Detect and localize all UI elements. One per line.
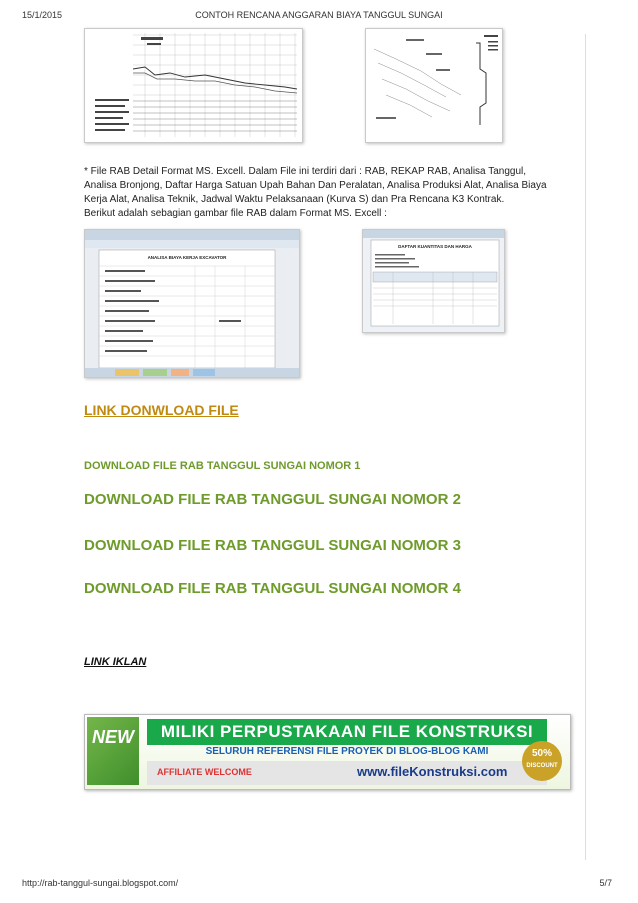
banner-affiliate: AFFILIATE WELCOME [157, 767, 252, 777]
paragraph-intro-images: Berikut adalah sebagian gambar file RAB dalam Format MS. Excell : [84, 208, 387, 219]
footer-url[interactable]: http://rab-tanggul-sungai.blogspot.com/ [22, 878, 179, 888]
paragraph-file-contents: * File RAB Detail Format MS. Excell. Dalam File ini terdiri dari : RAB, REKAP RAB, Analisa Tanggul, Analisa Bronjong, Daftar Harga Satuan Upah Bahan Dan Peralatan, Analisa Produksi Alat, Analisa Biaya Kerja Alat, Analisa Teknik, Jadwal Waktu Pelaksanaan (Kurva S) dan Pra Rencana K3 Kontrak. [84, 166, 547, 205]
discount-percent: 50% [531, 748, 552, 759]
new-badge: NEW [87, 717, 139, 785]
ad-banner[interactable] [84, 714, 571, 790]
banner-url[interactable]: www.fileKonstruksi.com [357, 764, 508, 779]
excel-quantity-screenshot-image [362, 229, 505, 333]
banner-title: MILIKI PERPUSTAKAAN FILE KONSTRUKSI [147, 719, 547, 745]
sheet2-title: DAFTAR KUANTITAS DAN HARGA [398, 244, 472, 249]
download-link-1[interactable]: DOWNLOAD FILE RAB TANGGUL SUNGAI NOMOR 1 [84, 460, 361, 472]
download-link-2[interactable]: DOWNLOAD FILE RAB TANGGUL SUNGAI NOMOR 2 [84, 491, 461, 508]
sheet1-title: ANALISA BIAYA KERJA EXCAVATOR [147, 255, 227, 260]
banner-bottom-strip [147, 761, 547, 785]
download-link-heading[interactable]: LINK DONWLOAD FILE [84, 402, 239, 418]
cross-section-drawing-image [365, 28, 503, 143]
footer-page-number: 5/7 [599, 878, 612, 888]
header-date: 15/1/2015 [22, 10, 63, 20]
download-link-3[interactable]: DOWNLOAD FILE RAB TANGGUL SUNGAI NOMOR 3 [84, 537, 461, 554]
discount-badge [522, 741, 562, 781]
download-link-4[interactable]: DOWNLOAD FILE RAB TANGGUL SUNGAI NOMOR 4 [84, 580, 461, 597]
ad-link-heading[interactable]: LINK IKLAN [84, 656, 147, 668]
excel-analysis-screenshot-image [84, 229, 300, 378]
banner-subtitle: SELURUH REFERENSI FILE PROYEK DI BLOG-BLOG KAMI [205, 746, 489, 757]
header-title: CONTOH RENCANA ANGGARAN BIAYA TANGGUL SUNGAI [195, 10, 443, 20]
long-section-drawing-image [84, 28, 303, 143]
page-divider [585, 34, 586, 860]
discount-label: DISCOUNT [526, 763, 558, 769]
